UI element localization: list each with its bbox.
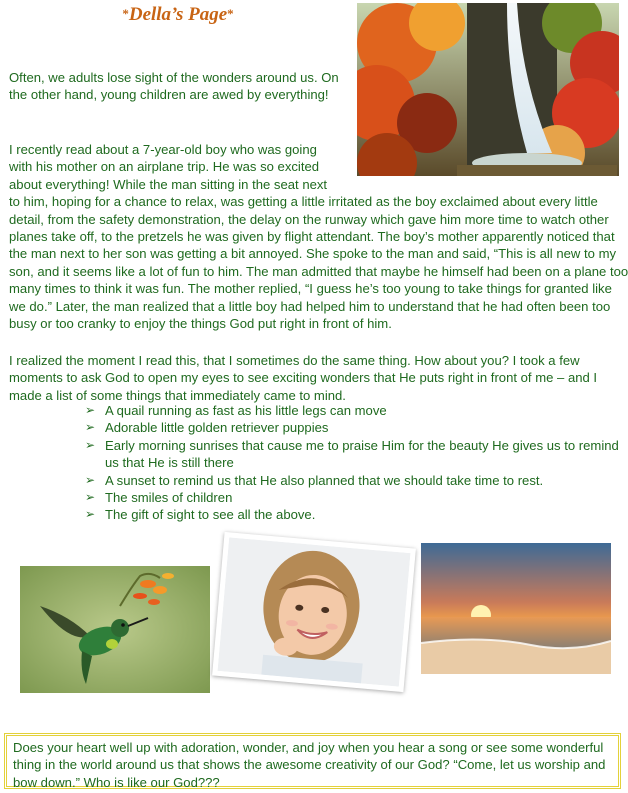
reflection-paragraph: I realized the moment I read this, that I sometimes do the same thing. How about you? I took a few moments to ask God to open my eyes to see exciting wonders that He puts right in front of me – and I made a list of some things that immediately came to mind. <box>9 353 598 403</box>
title-star-left: * <box>122 6 129 21</box>
smiling-girl-photo <box>212 532 416 692</box>
callout-box: Does your heart well up with adoration, wonder, and joy when you hear a song or see some wonderful thing in the world around us that shows the awesome creativity of our God? “Come, let us worship and bow down.” Who is like our God??? <box>4 733 621 789</box>
list-item: ➢ Early morning sunrises that cause me to praise Him for the beauty He gives us to remind us that He is still there <box>85 437 619 471</box>
arrow-bullet-icon: ➢ <box>85 437 96 452</box>
arrow-bullet-icon: ➢ <box>85 490 96 505</box>
page-title-text: Della’s Page <box>128 4 228 25</box>
list-item: ➢ A quail running as fast as his little legs can move <box>85 403 387 418</box>
intro-paragraph: Often, we adults lose sight of the wonders around us. On the other hand, young children are awed by everything! <box>9 70 339 103</box>
title-star-right: * <box>227 6 234 21</box>
wonders-list <box>85 402 625 524</box>
sunset-beach-photo <box>421 543 611 674</box>
list-item: ➢ Adorable little golden retriever puppies <box>85 420 329 436</box>
arrow-bullet-icon: ➢ <box>85 472 96 487</box>
story-paragraph <box>9 141 628 332</box>
list-item: ➢ The gift of sight to see all the above. <box>85 507 316 523</box>
arrow-bullet-icon: ➢ <box>85 403 96 417</box>
story-text-narrow: I recently read about a 7-year-old boy who was going with his mother on an airplane trip. He was so excited about everything! While the man sitting in the seat next <box>9 142 328 192</box>
arrow-bullet-icon: ➢ <box>85 507 96 522</box>
page-title <box>108 4 248 26</box>
arrow-bullet-icon: ➢ <box>85 420 96 435</box>
story-text-wide: to him, hoping for a chance to relax, was getting a little irritated as the boy exclaimed about every little detail, from the safety demonstration, the delay on the runway which gave him more time to watch other planes take off, to the pretzels he was given by flight attendant. The boy’s mother apparently noticed that the man next to her son was getting a bit annoyed. She spoke to the man and said, “This is all new to my son, and it seems like a lot of fun to him. The man admitted that maybe he himself had been on a plane too many times to think it was fun. The mother replied, “I guess he’s too young to take things for granted like we do.” Later, the man realized that a little boy had helped him to understand that he had often been too busy or too cranky to enjoy the things God put right in front of him. <box>9 194 628 332</box>
hummingbird-photo <box>20 566 210 693</box>
list-item: ➢ The smiles of children <box>85 490 233 506</box>
list-item: ➢ A sunset to remind us that He also planned that we should take time to rest. <box>85 472 544 488</box>
